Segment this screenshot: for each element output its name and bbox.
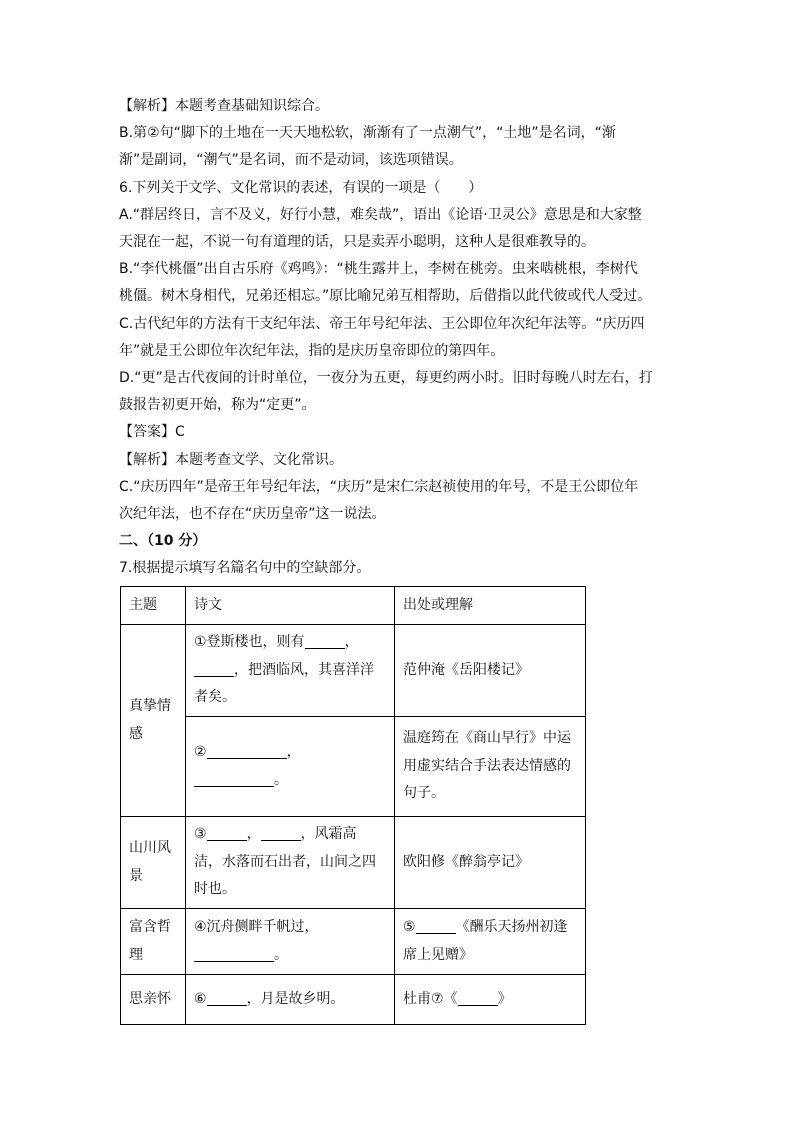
poem-cell: ①登斯楼也，则有 ， ，把酒临风，其喜洋洋 者矣。 — [186, 625, 395, 717]
column-header: 出处或理解 — [395, 587, 586, 625]
question-7: 7.根据提示填写名篇名句中的空缺部分。 — [119, 560, 371, 577]
option-b: B.“李代桃僵”出自古乐府《鸡鸣》：“桃生露井上，李树在桃旁。虫来啮桃根，李树代 — [119, 261, 638, 278]
document-body — [119, 93, 675, 583]
section-heading: 二、（10 分） — [119, 533, 207, 550]
theme-cell: 富含哲 理 — [121, 909, 186, 975]
text-line: C.“庆历四年”是帝王年号纪年法，“庆历”是宋仁宗赵祯使用的年号，不是王公即位年 — [119, 478, 639, 495]
text-line: 次纪年法，也不存在“庆历皇帝”这一说法。 — [119, 506, 386, 523]
answer-blank[interactable] — [305, 632, 345, 649]
poem-cell: ④沉舟侧畔千帆过， 。 — [186, 909, 395, 975]
answer-blank[interactable] — [207, 742, 287, 759]
poem-cell: ③ ， ，风霜高 洁，水落而石出者，山间之四 时也。 — [186, 817, 395, 909]
source-cell: ⑤ 《酬乐天扬州初逢 席上见赠》 — [395, 909, 586, 975]
question-6: 6.下列关于文学、文化常识的表述，有误的一项是（ ） — [119, 179, 483, 196]
option-c: C.古代纪年的方法有干支纪年法、帝王年号纪年法、王公即位年次纪年法等。“庆历四 — [119, 315, 645, 332]
fill-in-table — [120, 586, 586, 1025]
poem-cell: ② ， 。 — [186, 717, 395, 817]
answer-blank[interactable] — [194, 770, 274, 787]
text-line: 天混在一起，不说一句有道理的话，只是卖弄小聪明，这种人是很难教导的。 — [119, 234, 595, 251]
text-line: 桃僵。树木身相代，兄弟还相忘。”原比喻兄弟互相帮助，后借指以此代彼或代人受过。 — [119, 288, 652, 305]
option-d: D.“更”是古代夜间的计时单位，一夜分为五更，每更约两小时。旧时每晚八时左右，打 — [119, 370, 653, 387]
answer-blank[interactable] — [261, 824, 301, 841]
table-row — [121, 909, 586, 975]
table-row — [121, 975, 586, 1025]
option-a: A.“群居终日，言不及义，好行小慧，难矣哉”，语出《论语·卫灵公》意思是和大家整 — [119, 206, 642, 223]
analysis-heading: 【解析】本题考查基础知识综合。 — [119, 98, 329, 114]
theme-cell: 思亲怀 — [121, 975, 186, 1025]
table-row — [121, 625, 586, 717]
answer-blank[interactable] — [458, 989, 498, 1006]
answer-blank[interactable] — [207, 989, 247, 1006]
analysis-heading: 【解析】本题考查文学、文化常识。 — [119, 451, 343, 468]
text-line: 年”就是王公即位年次纪年法，指的是庆历皇帝即位的第四年。 — [119, 342, 505, 359]
source-cell: 欧阳修《醉翁亭记》 — [395, 817, 586, 909]
theme-cell: 真挚情 感 — [121, 625, 186, 817]
table-row — [121, 817, 586, 909]
column-header: 诗文 — [186, 587, 395, 625]
table-row — [121, 717, 586, 817]
poem-cell: ⑥ ，月是故乡明。 — [186, 975, 395, 1025]
source-cell: 温庭筠在《商山早行》中运 用虚实结合手法表达情感的 句子。 — [395, 717, 586, 817]
column-header: 主题 — [121, 587, 186, 625]
answer-blank[interactable] — [194, 660, 234, 677]
text-line: 鼓报告初更开始，称为“定更”。 — [119, 397, 316, 414]
source-cell: 杜甫⑦《 》 — [395, 975, 586, 1025]
text-line: 渐”是副词，“潮气”是名词，而不是动词，该选项错误。 — [119, 152, 463, 169]
theme-cell: 山川风 景 — [121, 817, 186, 909]
table-header-row — [121, 587, 586, 625]
text-line: B.第②句“脚下的土地在一天天地松软，渐渐有了一点潮气”，“土地”是名词，“渐 — [119, 125, 616, 142]
answer-line: 【答案】C — [119, 424, 185, 441]
answer-blank[interactable] — [207, 824, 247, 841]
answer-blank[interactable] — [416, 917, 456, 934]
answer-blank[interactable] — [194, 945, 274, 962]
source-cell: 范仲淹《岳阳楼记》 — [395, 625, 586, 717]
